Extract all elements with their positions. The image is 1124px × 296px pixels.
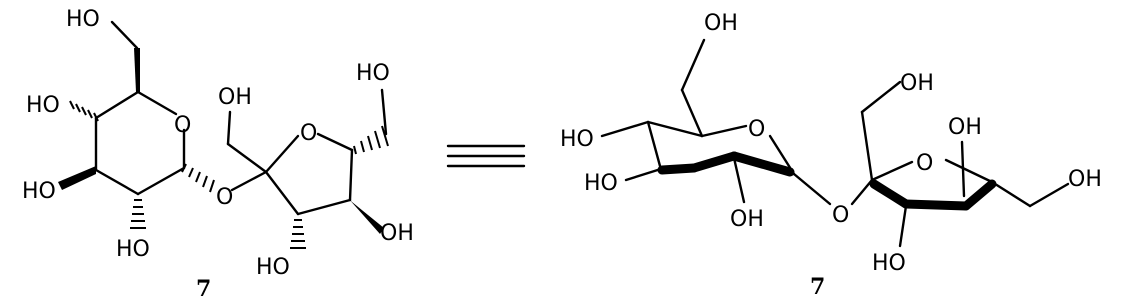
- left-fructose-ring: [266, 134, 352, 214]
- left-label-fructose-ho-bottom: HO: [256, 255, 290, 280]
- equivalence-symbol: [448, 146, 524, 166]
- right-sucrose-structure: [560, 11, 1102, 296]
- left-compound-number: 7: [196, 276, 212, 296]
- right-label-ho-left-lower: HO: [584, 171, 618, 196]
- left-label-fructose-ring-o: O: [300, 121, 318, 146]
- left-c3-wedge: [58, 166, 96, 190]
- left-label-ho-left-upper: HO: [26, 93, 60, 118]
- left-fructose-c3-hash: [290, 220, 306, 248]
- left-c1-hash: [182, 164, 214, 192]
- left-c2-hash: [130, 200, 146, 228]
- left-label-bridge-o: O: [216, 185, 234, 210]
- right-label-glucose-ring-o: O: [748, 117, 766, 142]
- right-label-fructose-oh-top: OH: [900, 71, 934, 96]
- right-label-fructose-ring-o: O: [916, 151, 934, 176]
- right-label-oh-bottom: OH: [730, 207, 764, 232]
- left-fructose-c5-hash: [354, 126, 388, 154]
- left-c5-wedge: [134, 48, 140, 92]
- right-compound-number: 7: [810, 274, 826, 296]
- left-label-ho-bottom: HO: [116, 237, 150, 262]
- left-label-ho-left-lower: HO: [22, 179, 56, 204]
- right-label-fructose-ho-bottom: HO: [872, 251, 906, 276]
- left-label-ho-top: HO: [66, 7, 100, 32]
- left-glucose-ring: [96, 92, 184, 194]
- right-label-ho-left-upper: HO: [560, 127, 594, 152]
- right-label-bridge-o: O: [832, 203, 850, 228]
- left-fructose-c4-wedge: [348, 198, 384, 234]
- left-sucrose-structure: [22, 7, 414, 296]
- left-label-fructose-ho-top-right: HO: [356, 61, 390, 86]
- right-label-fructose-ring-oh: OH: [948, 115, 982, 140]
- left-label-fructose-oh-right: OH: [380, 221, 414, 246]
- right-label-oh-top: OH: [704, 11, 738, 36]
- right-glucose-chair: [648, 122, 794, 174]
- left-label-glucose-ring-o: O: [174, 113, 192, 138]
- right-label-fructose-oh-right: OH: [1068, 167, 1102, 192]
- left-c4-hash: [70, 101, 98, 121]
- left-label-fructose-oh-top: OH: [218, 85, 252, 110]
